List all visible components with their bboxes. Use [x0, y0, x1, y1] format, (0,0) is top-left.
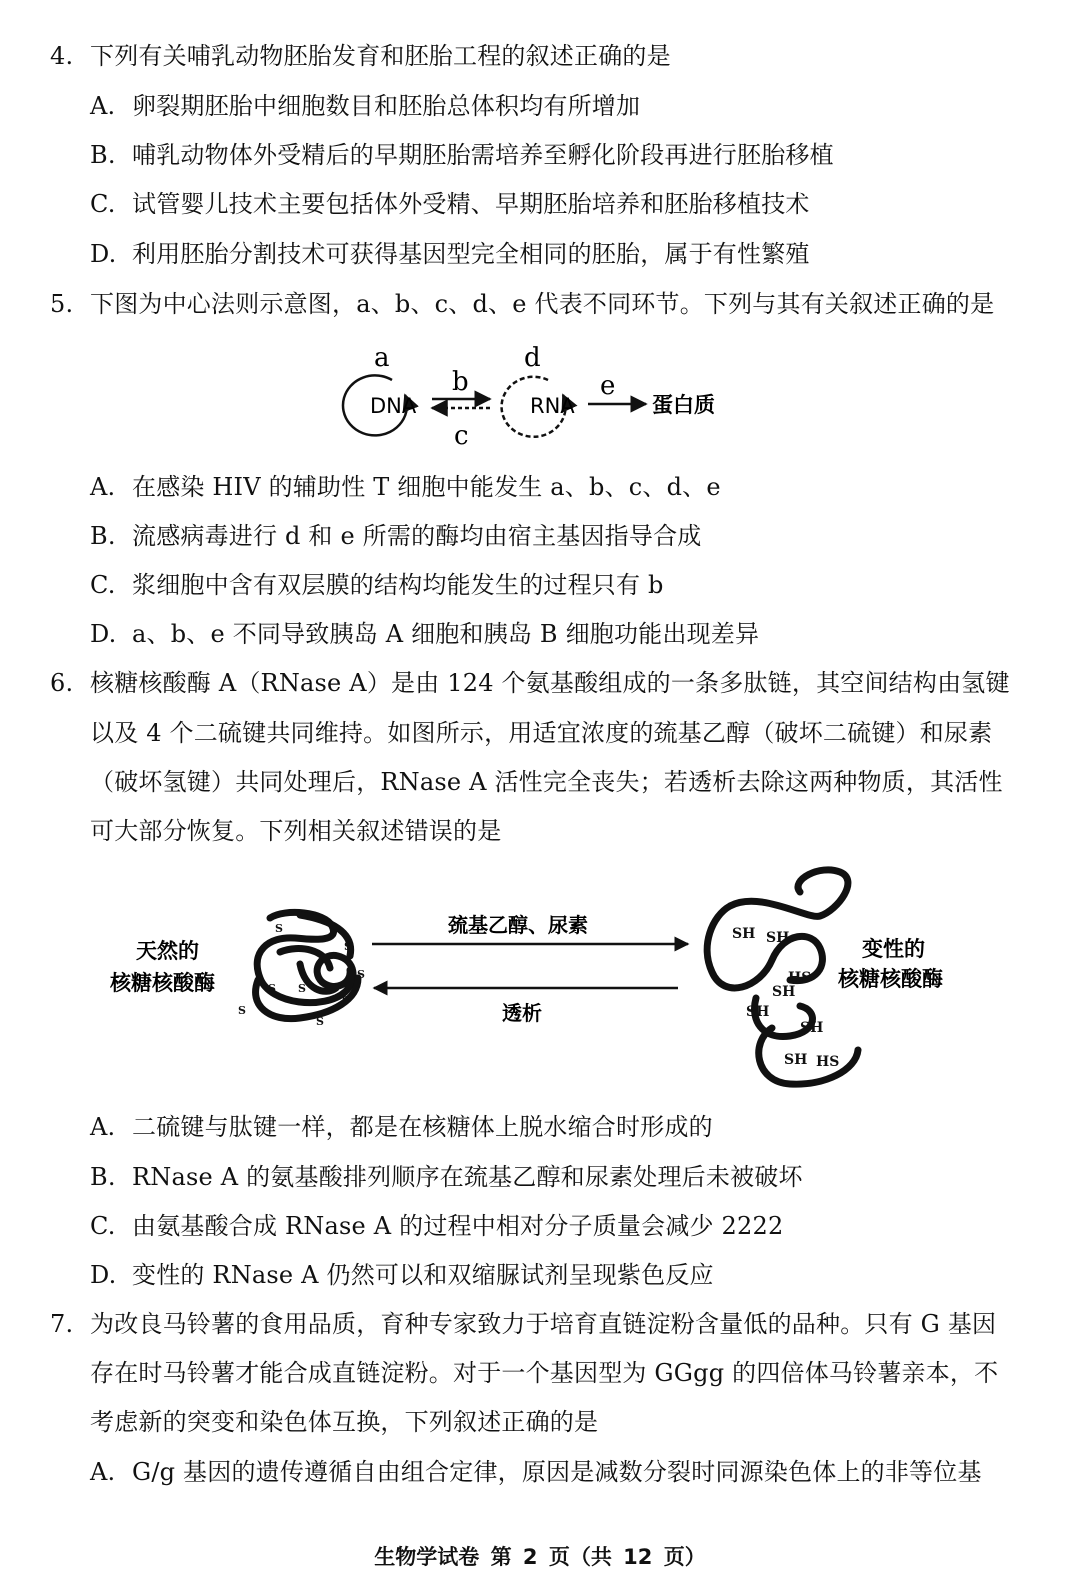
label-b: b [452, 367, 469, 397]
q7-option-a: A. G/g 基因的遗传遵循自由组合定律，原因是减数分裂时同源染色体上的非等位基 [90, 1458, 982, 1486]
q6-option-c: C. 由氨基酸合成 RNase A 的过程中相对分子质量会减少 2222 [90, 1212, 784, 1240]
q4-stem-text: 下列有关哺乳动物胚胎发育和胚胎工程的叙述正确的是 [90, 42, 671, 70]
q6-option-d: D. 变性的 RNase A 仍然可以和双缩脲试剂呈现紫色反应 [90, 1261, 714, 1289]
dna-label: DNA [370, 394, 417, 418]
svg-text:SH: SH [772, 984, 796, 1000]
q4-option-d: D. 利用胚胎分割技术可获得基因型完全相同的胚胎，属于有性繁殖 [90, 240, 810, 268]
footer-page-number: 2 [522, 1545, 538, 1569]
svg-text:S: S [298, 982, 306, 995]
label-a: a [374, 343, 390, 373]
rna-label: RNA [530, 394, 575, 418]
q5-option-a: A. 在感染 HIV 的辅助性 T 细胞中能发生 a、b、c、d、e [90, 473, 721, 501]
svg-text:HS: HS [816, 1054, 840, 1070]
q4-option-b: B. 哺乳动物体外受精后的早期胚胎需培养至孵化阶段再进行胚胎移植 [90, 141, 834, 169]
svg-text:SH: SH [800, 1020, 824, 1036]
q5-option-d: D. a、b、e 不同导致胰岛 A 细胞和胰岛 B 细胞功能出现差异 [90, 620, 760, 648]
q6-stem-line-1: 6. 核糖核酸酶 A（RNase A）是由 124 个氨基酸组成的一条多肽链，其空间结构由氢键 [50, 669, 1010, 697]
reverse-condition-label: 透析 [502, 1001, 542, 1025]
q5-stem [50, 289, 994, 319]
svg-text:SH: SH [732, 926, 756, 942]
svg-text:SH: SH [784, 1052, 808, 1068]
denatured-label-line1: 变性的 [862, 937, 925, 961]
svg-text:S: S [344, 940, 352, 953]
label-d: d [524, 343, 541, 373]
rnase-denaturation-diagram [100, 860, 980, 1100]
q5-number: 5. [50, 290, 74, 318]
q6-number: 6. [50, 669, 74, 697]
q4-stem [50, 41, 671, 71]
q4-option-a: A. 卵裂期胚胎中细胞数目和胚胎总体积均有所增加 [90, 92, 641, 120]
native-label-line2: 核糖核酸酶 [110, 971, 215, 995]
footer-subject: 生物学试卷 [374, 1545, 480, 1569]
svg-text:HS: HS [788, 970, 812, 986]
native-label-line1: 天然的 [136, 939, 199, 963]
q7-number: 7. [50, 1310, 74, 1338]
denatured-label-line2: 核糖核酸酶 [838, 967, 943, 991]
svg-text:S: S [342, 994, 350, 1007]
q5-option-c: C. 浆细胞中含有双层膜的结构均能发生的过程只有 b [90, 571, 664, 599]
label-e: e [600, 371, 616, 401]
svg-text:S: S [238, 1004, 246, 1017]
q6-stem-line-4: 可大部分恢复。下列相关叙述错误的是 [90, 817, 502, 845]
q5-stem-text: 下图为中心法则示意图，a、b、c、d、e 代表不同环节。下列与其有关叙述正确的是 [90, 290, 995, 318]
svg-text:S: S [268, 982, 276, 995]
svg-text:S: S [357, 968, 365, 981]
denatured-chain-lower [754, 998, 858, 1084]
q7-stem-line-3: 考虑新的突变和染色体互换，下列叙述正确的是 [90, 1408, 599, 1436]
forward-condition-label: 巯基乙醇、尿素 [448, 913, 588, 937]
page-footer: 生物学试卷 第 2 页（共 12 页） [374, 1545, 706, 1569]
q6-option-b: B. RNase A 的氨基酸排列顺序在巯基乙醇和尿素处理后未被破坏 [90, 1163, 803, 1191]
central-dogma-diagram [330, 340, 750, 455]
label-c: c [454, 421, 469, 451]
q4-option-c: C. 试管婴儿技术主要包括体外受精、早期胚胎培养和胚胎移植技术 [90, 190, 810, 218]
q6-option-a: A. 二硫键与肽键一样，都是在核糖体上脱水缩合时形成的 [90, 1113, 713, 1141]
footer-total-pages: 12 [623, 1545, 653, 1569]
svg-text:SH: SH [746, 1004, 770, 1020]
svg-text:S: S [275, 922, 283, 935]
svg-text:S: S [316, 1015, 324, 1028]
protein-label: 蛋白质 [652, 393, 715, 417]
q7-stem-line-1: 7. 为改良马铃薯的食用品质，育种专家致力于培育直链淀粉含量低的品种。只有 G 基因 [50, 1310, 997, 1338]
q5-option-b: B. 流感病毒进行 d 和 e 所需的酶均由宿主基因指导合成 [90, 522, 702, 550]
denatured-chain-upper [707, 870, 848, 988]
svg-text:SH: SH [766, 930, 790, 946]
q4-number: 4. [50, 42, 74, 70]
q7-stem-line-2: 存在时马铃薯才能合成直链淀粉。对于一个基因型为 GGgg 的四倍体马铃薯亲本，不 [90, 1359, 999, 1387]
q6-stem-line-2: 以及 4 个二硫键共同维持。如图所示，用适宜浓度的巯基乙醇（破坏二硫键）和尿素 [90, 719, 993, 747]
q6-stem-line-3: （破坏氢键）共同处理后，RNase A 活性完全丧失；若透析去除这两种物质，其活性 [90, 768, 1003, 796]
